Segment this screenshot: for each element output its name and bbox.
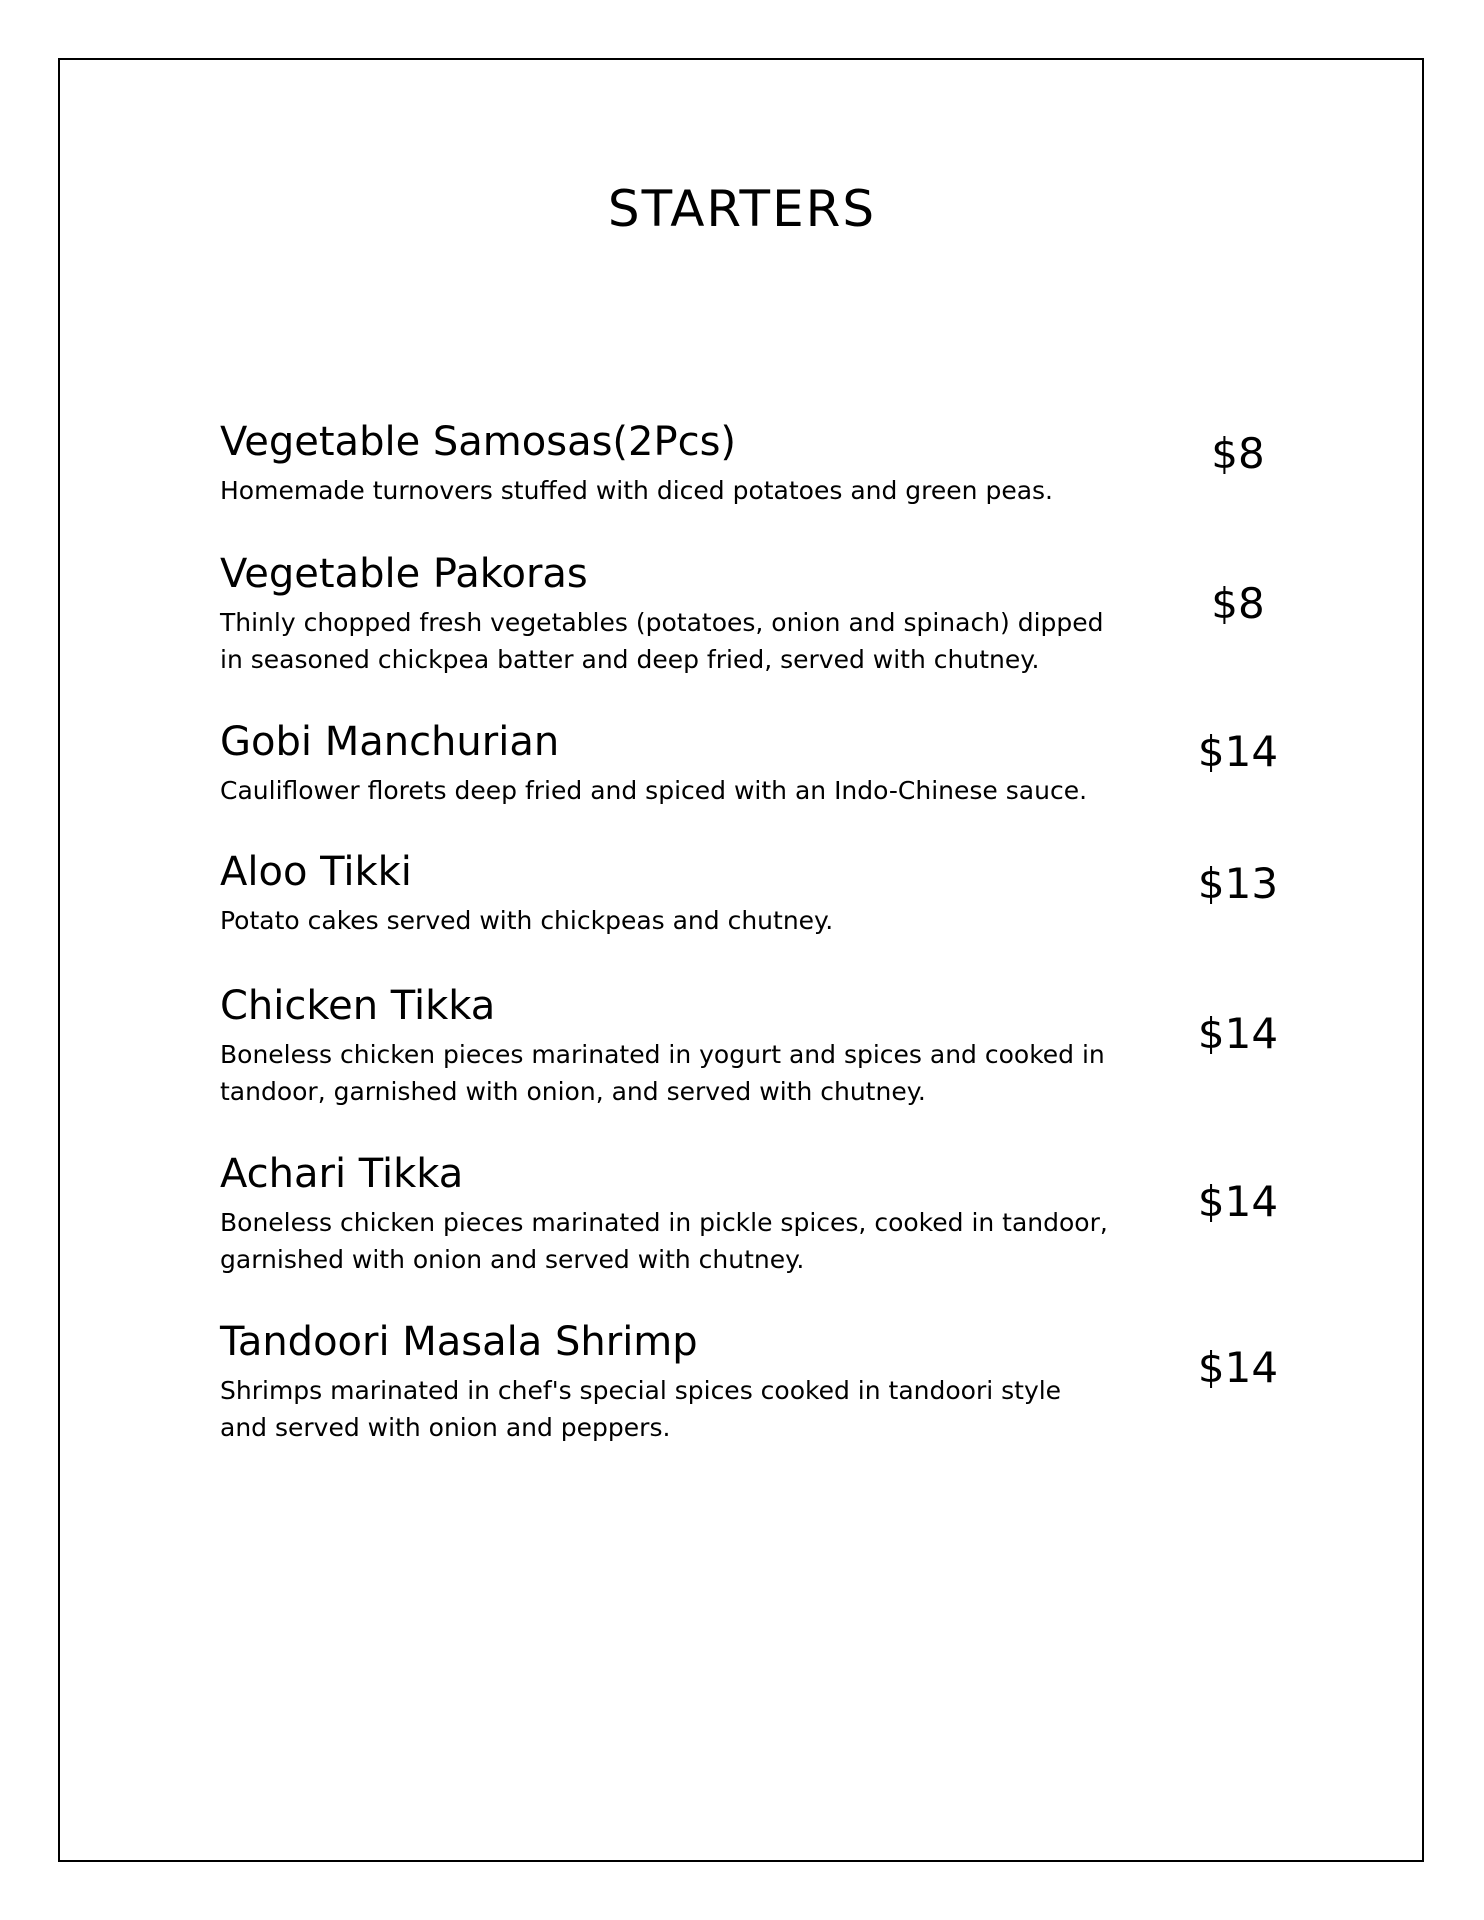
item-name: Achari Tikka bbox=[220, 1151, 464, 1197]
menu-item-vegetable-samosas bbox=[220, 418, 1280, 509]
item-name: Tandoori Masala Shrimp bbox=[220, 1319, 698, 1365]
item-price: $14 bbox=[1197, 1009, 1279, 1058]
item-price: $14 bbox=[1197, 727, 1279, 776]
item-name: Vegetable Samosas(2Pcs) bbox=[220, 419, 737, 465]
item-description: Shrimps marinated in chef's special spices cooked in tandoori style and served with onion and peppers. bbox=[220, 1376, 1062, 1442]
menu-item-gobi-manchurian bbox=[220, 718, 1280, 809]
item-price: $13 bbox=[1197, 859, 1279, 908]
item-name: Vegetable Pakoras bbox=[220, 551, 588, 597]
item-description: Thinly chopped fresh vegetables (potatoes, onion and spinach) dipped in seasoned chickpea batter and deep fried, served with chutney. bbox=[220, 608, 1104, 674]
page-border bbox=[58, 58, 1424, 1862]
menu-item-vegetable-pakoras bbox=[220, 550, 1280, 678]
item-name: Gobi Manchurian bbox=[220, 719, 560, 765]
menu-item-chicken-tikka bbox=[220, 982, 1280, 1110]
item-description: Boneless chicken pieces marinated in yogurt and spices and cooked in tandoor, garnished with onion, and served with chutney. bbox=[220, 1040, 1105, 1106]
item-price: $14 bbox=[1197, 1177, 1279, 1226]
item-description: Cauliflower florets deep fried and spiced with an Indo-Chinese sauce. bbox=[220, 776, 1088, 805]
menu-item-tandoori-masala-shrimp bbox=[220, 1318, 1280, 1446]
item-price: $8 bbox=[1211, 579, 1265, 628]
menu-item-achari-tikka bbox=[220, 1150, 1280, 1278]
item-description: Boneless chicken pieces marinated in pickle spices, cooked in tandoor, garnished with onion and served with chutney. bbox=[220, 1208, 1108, 1274]
item-price: $8 bbox=[1211, 429, 1265, 478]
menu-item-aloo-tikki bbox=[220, 848, 1280, 939]
menu-title: STARTERS bbox=[607, 180, 877, 238]
item-name: Chicken Tikka bbox=[220, 983, 496, 1029]
item-description: Potato cakes served with chickpeas and chutney. bbox=[220, 906, 834, 935]
item-name: Aloo Tikki bbox=[220, 849, 412, 895]
item-price: $14 bbox=[1197, 1343, 1279, 1392]
item-description: Homemade turnovers stuffed with diced potatoes and green peas. bbox=[220, 476, 1053, 505]
